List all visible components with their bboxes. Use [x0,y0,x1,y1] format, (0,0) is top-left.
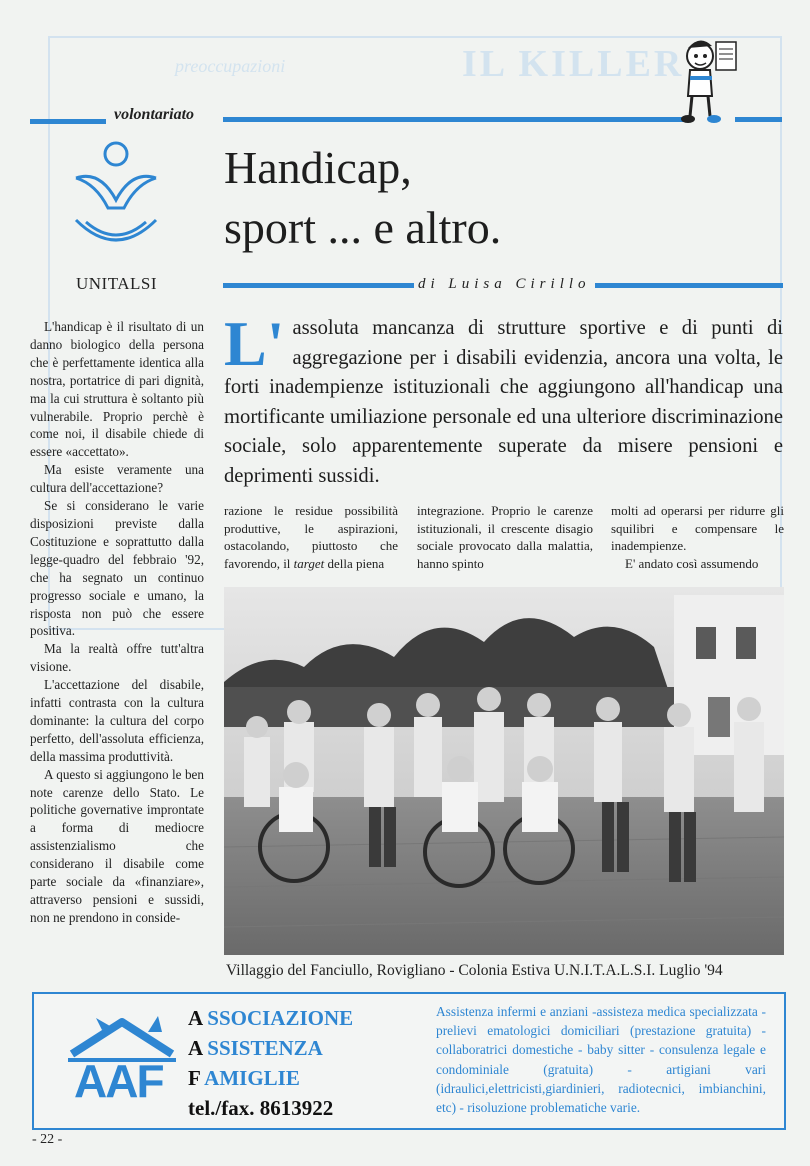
headline-line-1: Handicap, [224,142,412,193]
ad-initial: F [188,1066,201,1090]
column-3-text: E' andato così assumendo [625,555,759,571]
top-rule-left [30,119,106,124]
left-column [30,318,204,982]
lead-text: assoluta mancanza di strutture sportive e di punti di aggregazione per i disabili evidenzia, ancora una volta, le forti inadempienze istituzionali che aggiungono all'handicap una mortificante umiliazione personale ed una ulteriore discriminazione sociale, solo apparentemente superate da misere pensioni e deprimenti sussidi. [224,317,783,487]
group-photo [224,587,784,955]
photo-caption: Villaggio del Fanciullo, Rovigliano - Colonia Estiva U.N.I.T.A.L.S.I. Luglio '94 [226,962,723,979]
text-column-1 [224,502,398,572]
column-1-text-end: della piena [327,555,385,571]
left-paragraph: Ma la realtà offre tutt'altra visione. [30,641,204,675]
section-label: volontariato [114,106,195,123]
left-paragraph: A questo si aggiungono le ben note carenze dello Stato. Le politiche governative improntate a forma di mediocre assistenzialismo che considerano il disabile come parte sociale da «finanziare», attraverso pensioni e sussidi, non ne prendono in conside- [30,766,204,925]
headline-line-2: sport ... e altro. [224,202,502,253]
top-rule-end [735,117,782,122]
ad-name-line-1 [188,1006,353,1031]
ad-box [32,992,786,1130]
column-2-text: integrazione. Proprio le carenze istituzionali, il crescente disagio sociale provocato dalla malattia, hanno spinto [417,503,593,571]
ad-name-line-2 [188,1036,323,1061]
column-1-text: razione le residue possibilità produttive, le aspirazioni, ostacolando, piuttosto che favorendo, il [224,503,398,571]
byline: di Luisa Cirillo [414,276,595,293]
ad-initial: A [188,1036,203,1060]
drop-cap: L' [224,308,285,379]
ad-initial: A [188,1006,203,1030]
column-3-text: molti ad operarsi per ridurre gli squilibri e compensare le inadempienze. [611,503,784,553]
ad-word: SSISTENZA [207,1036,323,1060]
ad-phone: tel./fax. 8613922 [188,1096,334,1120]
background-ghost-title: IL KILLER [462,43,685,85]
top-rule-right [223,117,685,122]
cartoon-mascot-icon [678,34,740,126]
left-paragraph: L'accettazione del disabile, infatti contrasta con la cultura dominante: la cultura del corpo perfetto, dell'assoluta efficienza, della massima produttività. [30,677,204,764]
left-paragraph: L'handicap è il risultato di un danno biologico della persona che è perfettamente identica alla nostra, portatrice di pari dignità, ma la cui struttura è soltanto più vulnerabile. Proprio perchè è come noi, il disabile chiede di essere «accettato». [30,319,204,460]
ad-word: SSOCIAZIONE [207,1006,354,1030]
left-paragraph: Ma esiste veramente una cultura dell'accettazione? [30,462,204,496]
aaf-logo-letters: AAF [74,1055,163,1107]
page-number: - 22 - [32,1132,63,1147]
ad-word: AMIGLIE [204,1066,300,1090]
ad-name-line-3 [188,1066,300,1091]
text-column-3 [611,502,784,572]
lead-paragraph [224,308,783,491]
ad-description: Assistenza infermi e anziani -assisteza medica specializzata - prelievi ematologici domiciliari (prestazione gratuita) - collaboratrici domestiche - baby sitter - consulenza legale e condominiale (gratuita) - artigiani vari (idraulici,elettricisti,giardinieri, radiotecnici, imbianchini, etc) - risoluzione problematiche varie. [436,1004,766,1116]
target-word: target [293,555,325,571]
logo-caption: UNITALSI [76,274,158,293]
left-paragraph: Se si considerano le varie disposizioni previste dalla Costituzione e soprattutto dalla legge-quadro del febbraio '92, che ha segnato un continuo progresso sociale e umano, la risposta non può che essere positiva. [30,498,204,639]
unitalsi-logo-icon [72,138,160,262]
background-ghost-subtitle: preoccupazioni [175,56,286,76]
text-column-2 [417,502,593,572]
